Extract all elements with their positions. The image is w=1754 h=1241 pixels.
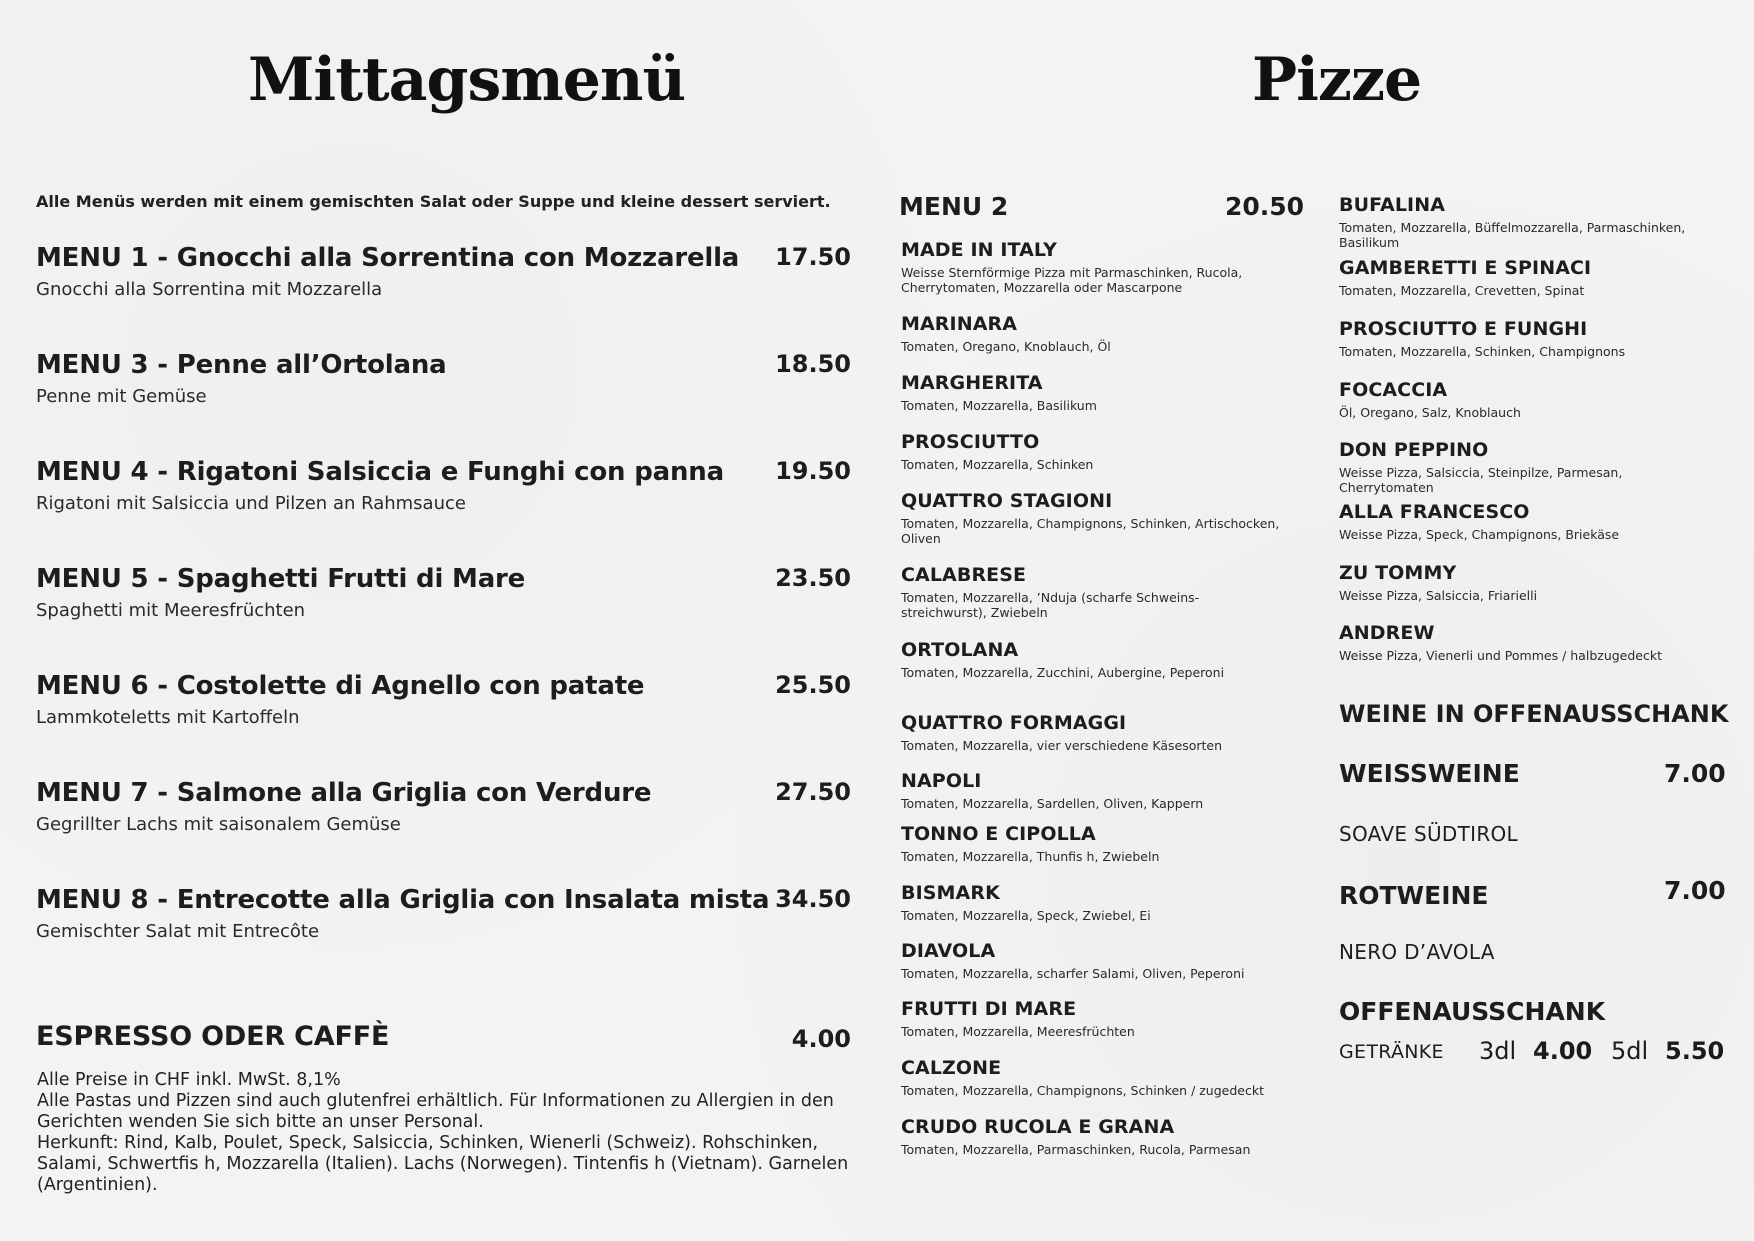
menu-item-description: Rigatoni mit Salsiccia und Pilzen an Rahmsauce: [36, 493, 466, 514]
menu-item-description: Gemischter Salat mit Entrecôte: [36, 921, 320, 942]
menu-item-price: 23.50: [775, 564, 851, 592]
menu-item-name: MENU 7 - Salmone alla Griglia con Verdure: [36, 778, 652, 808]
menu-item-price: 17.50: [775, 243, 851, 271]
pizza-description: Tomaten, Mozzarella, Thunfis h, Zwiebeln: [901, 849, 1160, 864]
menu-item: [36, 564, 851, 621]
pizza-description: Weisse Pizza, Salsiccia, Friarielli: [1339, 588, 1538, 603]
pizza-name: QUATTRO STAGIONI: [901, 490, 1113, 512]
pizza-item: [901, 940, 1281, 981]
pizza-name: PROSCIUTTO: [901, 431, 1040, 453]
pizza-item: [901, 882, 1281, 923]
menu-item-price: 34.50: [775, 885, 851, 913]
menu2-heading: MENU 2: [899, 192, 1009, 221]
menu-item-description: Gegrillter Lachs mit saisonalem Gemüse: [36, 814, 401, 835]
pizza-description: Tomaten, Mozzarella, Meeresfrüchten: [901, 1024, 1135, 1039]
pizza-name: PROSCIUTTO E FUNGHI: [1339, 318, 1588, 340]
pizza-item: [901, 1057, 1281, 1098]
pizza-description: Öl, Oregano, Salz, Knoblauch: [1339, 405, 1521, 420]
pizza-description: Weisse Pizza, Speck, Champignons, Briekäse: [1339, 527, 1620, 542]
open-drinks-heading: OFFENAUSSCHANK: [1339, 997, 1606, 1026]
pizza-name: CRUDO RUCOLA E GRANA: [901, 1116, 1175, 1138]
menu-item: [36, 457, 851, 514]
pizza-item: [1339, 501, 1719, 542]
red-wine-item: NERO D’AVOLA: [1339, 940, 1495, 964]
white-wine-heading: WEISSWEINE: [1339, 759, 1520, 788]
open-drinks-row: [1339, 1037, 1725, 1071]
menu-item-description: Gnocchi alla Sorrentina mit Mozzarella: [36, 279, 383, 300]
pizza-item: [1339, 194, 1719, 250]
pizza-item: [901, 490, 1281, 546]
pizza-item: [1339, 257, 1719, 298]
pizza-name: ZU TOMMY: [1339, 562, 1457, 584]
menu-item-price: 27.50: [775, 778, 851, 806]
espresso-item: [36, 1021, 851, 1052]
pizza-name: DIAVOLA: [901, 940, 996, 962]
wines-heading: WEINE IN OFFENAUSSCHANK: [1339, 700, 1729, 728]
lunch-menu-intro: Alle Menüs werden mit einem gemischten Salat oder Suppe und kleine dessert serviert.: [36, 192, 831, 211]
pizza-item: [901, 564, 1281, 620]
pizza-item: [1339, 318, 1719, 359]
pizza-name: MARGHERITA: [901, 372, 1043, 394]
espresso-name: ESPRESSO ODER CAFFÈ: [36, 1021, 390, 1052]
pizza-name: QUATTRO FORMAGGI: [901, 712, 1127, 734]
pizza-name: MADE IN ITALY: [901, 239, 1058, 261]
pizza-name: DON PEPPINO: [1339, 439, 1489, 461]
pizza-description: Tomaten, Mozzarella, Zucchini, Aubergine, Peperoni: [901, 665, 1225, 680]
pizza-item: [901, 372, 1281, 413]
menu-item-description: Spaghetti mit Meeresfrüchten: [36, 600, 306, 621]
pizza-description: Tomaten, Mozzarella, Schinken: [901, 457, 1094, 472]
red-wine-heading: ROTWEINE: [1339, 881, 1489, 910]
pizza-description: Tomaten, Oregano, Knoblauch, Öl: [901, 339, 1111, 354]
pizza-item: [901, 431, 1281, 472]
price-3dl: 4.00: [1533, 1037, 1593, 1065]
menu-item-price: 19.50: [775, 457, 851, 485]
size-5dl: 5dl: [1611, 1037, 1649, 1065]
menu-item-description: Lammkoteletts mit Kartoffeln: [36, 707, 300, 728]
pizza-item: [901, 998, 1281, 1039]
pizza-description: Tomaten, Mozzarella, Champignons, Schinken, Artischocken, Oliven: [901, 516, 1280, 546]
white-wine-price: 7.00: [1664, 759, 1726, 788]
menu-item: [36, 671, 851, 728]
menu-item: [36, 243, 851, 300]
pizza-description: Tomaten, Mozzarella, Sardellen, Oliven, Kappern: [901, 796, 1204, 811]
pizza-name: NAPOLI: [901, 770, 982, 792]
pizza-description: Tomaten, Mozzarella, vier verschiedene Käsesorten: [901, 738, 1223, 753]
origin-note: Herkunft: Rind, Kalb, Poulet, Speck, Salsiccia, Schinken, Wienerli (Schweiz). Rohschinken, Salami, Schwertfis h, Mozzarella (Italien). Lachs (Norwegen). Tintenfis h (Vietnam). Garnelen (Argentinien).: [37, 1133, 849, 1195]
menu2-price: 20.50: [1225, 192, 1305, 221]
pizza-description: Tomaten, Mozzarella, ’Nduja (scharfe Schweins-streichwurst), Zwiebeln: [901, 590, 1200, 620]
price-note: Alle Preise in CHF inkl. MwSt. 8,1%: [37, 1070, 341, 1090]
espresso-price: 4.00: [791, 1025, 851, 1053]
menu-item-name: MENU 4 - Rigatoni Salsiccia e Funghi con panna: [36, 457, 724, 487]
menu-item-price: 25.50: [775, 671, 851, 699]
gluten-note: Alle Pastas und Pizzen sind auch glutenfrei erhältlich. Für Informationen zu Allergien in den Gerichten wenden Sie sich bitte an unser Personal.: [37, 1091, 834, 1132]
pizza-item: [1339, 562, 1719, 603]
pizza-item: [901, 770, 1281, 811]
pizza-name: FRUTTI DI MARE: [901, 998, 1077, 1020]
pizza-description: Tomaten, Mozzarella, scharfer Salami, Oliven, Peperoni: [901, 966, 1245, 981]
pizza-name: FOCACCIA: [1339, 379, 1448, 401]
menu-item-price: 18.50: [775, 350, 851, 378]
footer-notes: [37, 1070, 857, 1196]
pizza-item: [901, 712, 1281, 753]
pizza-description: Tomaten, Mozzarella, Schinken, Champignons: [1339, 344, 1626, 359]
pizza-item: [901, 823, 1281, 864]
pizza-item: [901, 313, 1281, 354]
menu-item-name: MENU 5 - Spaghetti Frutti di Mare: [36, 564, 526, 594]
menu-item: [36, 350, 851, 407]
size-3dl: 3dl: [1479, 1037, 1517, 1065]
pizza-name: MARINARA: [901, 313, 1018, 335]
pizza-description: Tomaten, Mozzarella, Basilikum: [901, 398, 1097, 413]
pizza-item: [901, 239, 1281, 295]
lunch-menu-title: Mittagsmenü: [248, 45, 686, 115]
pizza-name: CALZONE: [901, 1057, 1002, 1079]
price-5dl: 5.50: [1665, 1037, 1725, 1065]
pizza-description: Tomaten, Mozzarella, Speck, Zwiebel, Ei: [901, 908, 1151, 923]
pizza-name: ANDREW: [1339, 622, 1435, 644]
pizza-name: BUFALINA: [1339, 194, 1445, 216]
pizza-name: ORTOLANA: [901, 639, 1019, 661]
pizza-name: CALABRESE: [901, 564, 1027, 586]
pizza-name: GAMBERETTI E SPINACI: [1339, 257, 1592, 279]
pizza-item: [901, 639, 1281, 680]
pizza-name: ALLA FRANCESCO: [1339, 501, 1530, 523]
pizza-description: Tomaten, Mozzarella, Champignons, Schinken / zugedeckt: [901, 1083, 1264, 1098]
pizza-name: TONNO E CIPOLLA: [901, 823, 1096, 845]
menu-item-name: MENU 8 - Entrecotte alla Griglia con Insalata mista: [36, 885, 770, 915]
menu-item-name: MENU 1 - Gnocchi alla Sorrentina con Mozzarella: [36, 243, 740, 273]
menu-item-name: MENU 3 - Penne all’Ortolana: [36, 350, 447, 380]
white-wine-item: SOAVE SÜDTIROL: [1339, 822, 1518, 846]
pizza-item: [1339, 622, 1719, 663]
menu-item: [36, 885, 851, 942]
pizza-description: Weisse Pizza, Salsiccia, Steinpilze, Parmesan, Cherrytomaten: [1339, 465, 1623, 495]
menu-item-name: MENU 6 - Costolette di Agnello con patate: [36, 671, 645, 701]
pizza-description: Tomaten, Mozzarella, Parmaschinken, Rucola, Parmesan: [901, 1142, 1251, 1157]
pizza-description: Weisse Pizza, Vienerli und Pommes / halbzugedeckt: [1339, 648, 1662, 663]
pizza-item: [1339, 379, 1719, 420]
pizza-description: Tomaten, Mozzarella, Büffelmozzarella, Parmaschinken, Basilikum: [1339, 220, 1686, 250]
pizza-name: BISMARK: [901, 882, 1000, 904]
pizza-description: Weisse Sternförmige Pizza mit Parmaschinken, Rucola, Cherrytomaten, Mozzarella oder Mascarpone: [901, 265, 1243, 295]
menu-item: [36, 778, 851, 835]
pizza-description: Tomaten, Mozzarella, Crevetten, Spinat: [1339, 283, 1585, 298]
red-wine-price: 7.00: [1664, 876, 1726, 905]
pizza-item: [1339, 439, 1719, 495]
pizza-item: [901, 1116, 1281, 1157]
pizza-menu-title: Pizze: [1252, 45, 1422, 115]
open-drinks-label: GETRÄNKE: [1339, 1041, 1444, 1063]
menu-item-description: Penne mit Gemüse: [36, 386, 207, 407]
